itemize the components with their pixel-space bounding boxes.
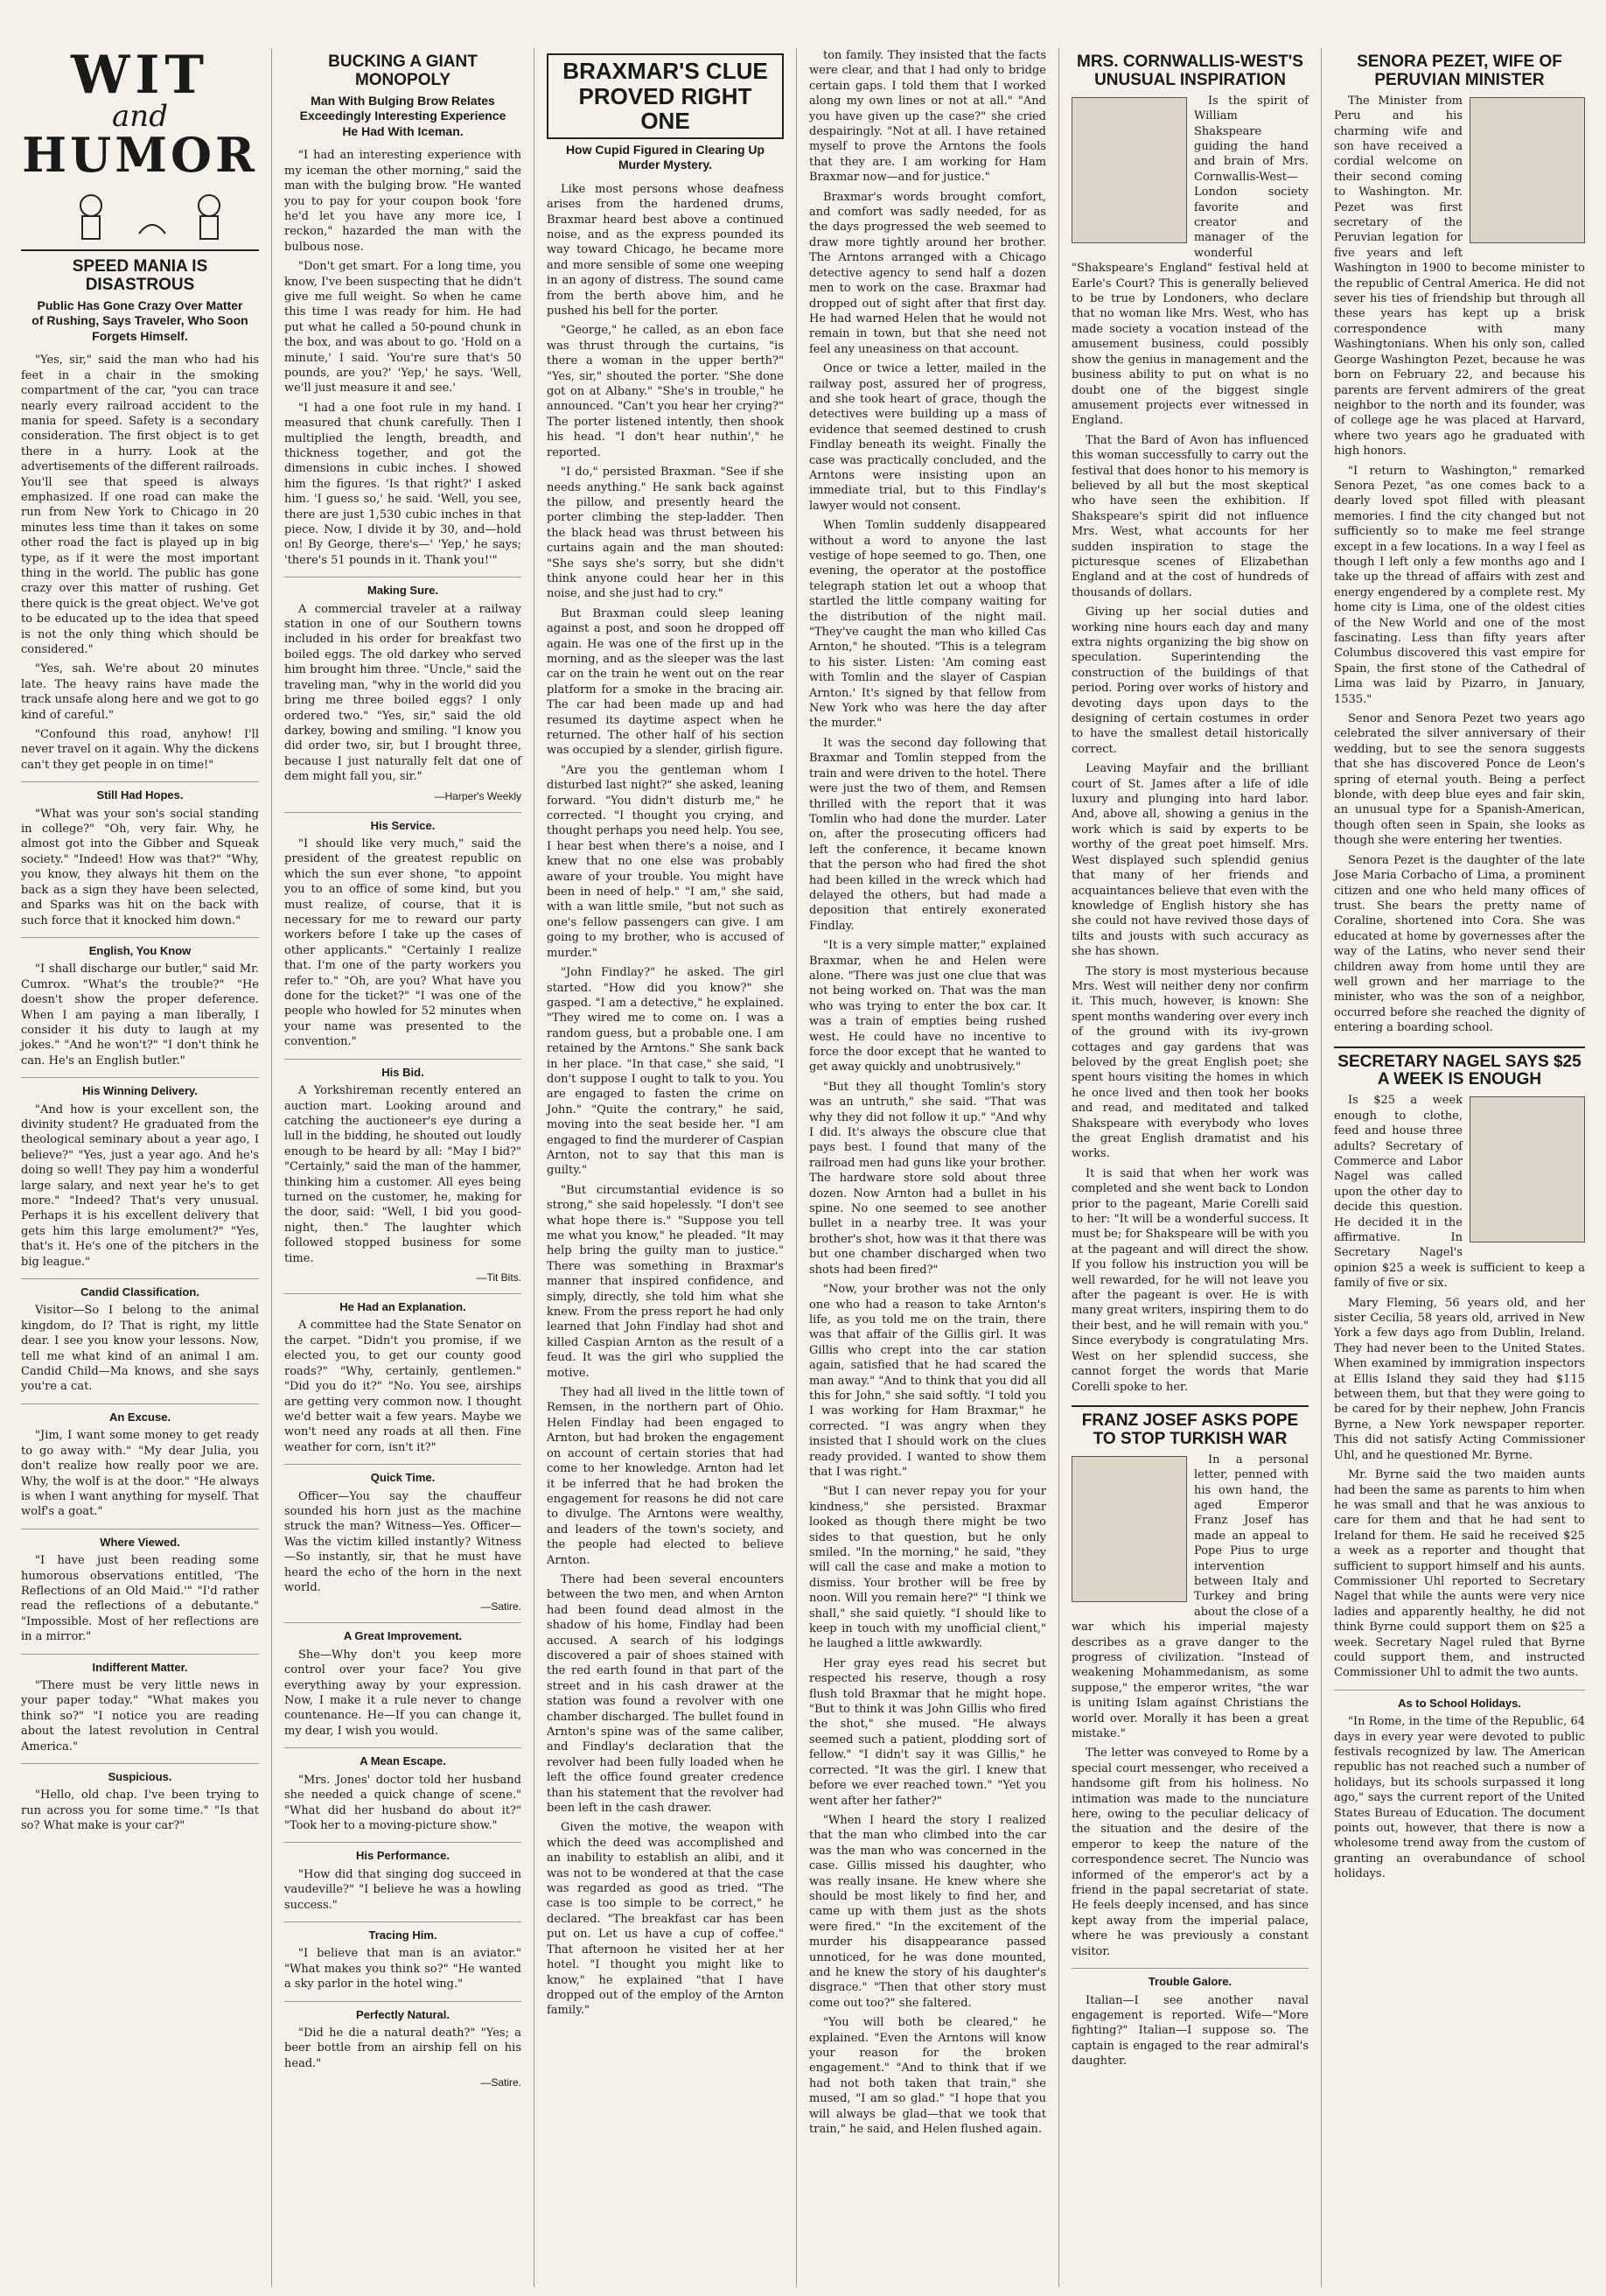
paragraph: "Hello, old chap. I've been trying to run across you for some time." "Is that so? What make is your car?" bbox=[21, 1788, 259, 1833]
paragraph: Giving up her social duties and working nine hours each day and many extra nights organizing the big show on speculation. Superintending the construction of the buildings of that period. Poring over works of history and devoting days upon days to the designing of certain costumes in order to have the smallest detail historically correct. bbox=[1072, 606, 1309, 756]
paragraph: "There must be very little news in your paper today." "What makes you think so?" "I notice you are reading about the latest revolution in Central America." bbox=[21, 1678, 259, 1754]
column-4 bbox=[796, 48, 1058, 2287]
paragraph: Once or twice a letter, mailed in the railway post, assured her of progress, and she took heart of grace, though the detectives were building up a mass of evidence that seemed destined to crush Findlay beneath its weight. Finally the case was practically concluded, and the Arntons were insisting upon an immediate trial, but to this Findlay's lawyer would not consent. bbox=[809, 362, 1046, 513]
column-1 bbox=[9, 48, 271, 2287]
subhead: Indifferent Matter. bbox=[21, 1654, 259, 1675]
paragraph: "I have just been reading some humorous observations entitled, 'The Reflections of an Old Maid.'" "I'd rather read the reflections of a debutante." "Impossible. Most of her reflections are in a mirror." bbox=[21, 1554, 259, 1644]
subhead: His Bid. bbox=[284, 1059, 521, 1080]
masthead-humor: HUMOR bbox=[22, 127, 258, 183]
paragraph: The Minister from Peru and his charming wife and son have received a cordial welcome on their second coming to Washington. Mr. Pezet was first secretary of the Peruvian legation for five years and left Washington in 1900 to become minister to the republic of Central America. He did not sever his ties of friendship but through all these years has kept up a brisk correspondence with many Washingtonians. When his only son, called George Washington Pezet, because he was born on February 22, and because his parents are fervent admirers of the great neighbor to the north and its founder, was of college age he was placed at Harvard, where two years ago he graduated with high honors. bbox=[1334, 94, 1585, 458]
senora-pezet-headline: SENORA PEZET, WIFE OF PERUVIAN MINISTER bbox=[1357, 52, 1562, 89]
paragraph: It is said that when her work was completed and she went back to London prior to the pageant, Marie Corelli said to her: "It will be a wonderful success. It must be; for Shakspeare will be with you at the pageant and will direct the show. If you follow his instruction you will be well rewarded, for he will not leave you after the pageant is over. He is with many great writers, inspiring them to do their best, and he will remain with you." Since everybody is congratulating Mrs. West on her splendid success, she cannot forget the words that Marie Corelli spoke to her. bbox=[1072, 1166, 1309, 1394]
paragraph: Senor and Senora Pezet two years ago celebrated the silver anniversary of their wedding, but to see the senora suggests that she has discovered Ponce de Leon's spring of eternal youth. Being a perfect blonde, with deep blue eyes and fair skin, an unusual type for a Spanish-American, though often seen in Spain, she looks as though she were entering her twenties. bbox=[1334, 712, 1585, 848]
subhead: Candid Classification. bbox=[21, 1278, 259, 1299]
subhead: Making Sure. bbox=[284, 577, 521, 598]
source-credit: —Tit Bits. bbox=[476, 1270, 521, 1284]
subhead: Where Viewed. bbox=[21, 1529, 259, 1550]
portrait-senora-pezet bbox=[1470, 97, 1585, 243]
franz-josef-headline: FRANZ JOSEF ASKS POPE TO STOP TURKISH WAR bbox=[1081, 1410, 1299, 1448]
paragraph: A commercial traveler at a railway station in one of our Southern towns included in his order for breakfast two boiled eggs. The old darkey who served him brought him three. "Uncle," said the traveling man, "why in the world did you bring me three boiled eggs? I only ordered two." "Yes, sir," said the old darkey, bowing and smiling. "I know you did order two, sir, but I brought three, because I just naturally felt dat one of dem might fall you, sir." bbox=[284, 602, 521, 784]
paragraph: "When I heard the story I realized that the man who climbed into the car was the man who was concerned in the case. Gillis missed his daughter, who was really insane. He knew where she should be most likely to find her, and came up with them just as the shots were fired." "In the excitement of the murder his disappearance passed unnoticed, for he was done mounted, and he knew the story of his daughter's disgrace." "Then that other story must come out too?" she faltered. bbox=[809, 1813, 1046, 2010]
paragraph: "George," he called, as an ebon face was thrust through the curtains, "is there a woman in the upper berth?" "Yes, sir," shouted the porter. "She done got on at Albany." "She's in trouble," he announced. "Can't you hear her crying?" The porter listened intently, then shook his head. "I don't hear nuthin'," he reported. bbox=[547, 324, 784, 459]
paragraph: A Yorkshireman recently entered an auction mart. Looking around and catching the auctioneer's eye during a lull in the bidding, he shouted out loudly enough to be heard by all: "May I bid?" "Certainly," said the man of the hammer, thinking him a customer. All eyes being turned on the customer, he, making for the door, said: "Well, I bid you good-night, then." The laughter which followed stopped business for some time. bbox=[284, 1084, 521, 1265]
subhead: Trouble Galore. bbox=[1072, 1968, 1309, 1989]
paragraph: "In Rome, in the time of the Republic, 64 days in every year were devoted to public festivals recognized by law. The American republic has not reached such a number of holidays, but its schools surpassed it long ago," says the current report of the United States Bureau of Education. The document points out, however, that there is now a wholesome trend away from the custom of granting an overabundance of school holidays. bbox=[1334, 1715, 1585, 1881]
paragraph: "Are you the gentleman whom I disturbed last night?" she asked, leaning forward. "You didn't disturb me," he corrected. "I thought you crying, and thought perhaps you need help. You see, I hear best when there's a noise, and I knew that no one else was probably aware of your trouble. You might have been in need of help." "I am," she said, with a wan little smile, "but not such as one's fellow passengers can give. I am going to my brother, who is accused of murder." bbox=[547, 763, 784, 960]
masthead-and: and bbox=[112, 99, 168, 134]
secretary-nagel-headline: SECRETARY NAGEL SAYS $25 A WEEK IS ENOUGH bbox=[1337, 1052, 1582, 1089]
iceman-deck: Man With Bulging Brow Relates Exceedingly Interesting Experience He Had With Iceman. bbox=[299, 93, 506, 138]
subhead: His Service. bbox=[284, 812, 521, 833]
paragraph: "What was your son's social standing in college?" "Oh, very fair. Why, he almost got into the Gibber and Squeak society." "Indeed! How was that?" "Why, you know, they always hit them on the back as a sign they have been selected, and Sparks was hit on the back with such force that it knocked him down." bbox=[21, 807, 259, 928]
paragraph: "You will both be cleared," he explained. "Even the Arntons will know your reason for the broken engagement." "And to think that if we had not both taken that train," she mused, "I am so glad." "I hope that you will always be glad—that we took that train," he said, and Helen flushed again. bbox=[809, 2016, 1046, 2137]
portrait-franz-josef bbox=[1072, 1456, 1187, 1602]
speed-mania-headline: SPEED MANIA IS DISASTROUS bbox=[72, 257, 208, 294]
paragraph: She—Why don't you keep more control over your face? You give everything away by your expression. Now, I make it a rule never to change countenance. He—If you can change it, my dear, I wish you would. bbox=[284, 1648, 521, 1738]
paragraph: Visitor—So I belong to the animal kingdom, do I? That is right, my little dear. I see you know your lessons. Now, tell me what kind of an animal I am. Candid Child—Ma knows, and she says you're a cat. bbox=[21, 1304, 259, 1394]
paragraph: Is $25 a week enough to clothe, feed and house three adults? Secretary of Commerce and Labor Nagel was called upon the other day to decide this question. He decided it in the affirmative. In Secretary Nagel's opinion $25 a week is sufficient to keep a family of five or six. bbox=[1334, 1094, 1585, 1291]
subhead: Suspicious. bbox=[21, 1763, 259, 1784]
paragraph: ton family. They insisted that the facts were clear, and that I had only to bridge certain gaps. I told them that I worked along my own lines or not at all." "And you have given up the case?" she cried despairingly. "Not at all. I have retained myself to prove the Arntons the fools that they are. I am working for Ham Braxmar now—and for justice." bbox=[809, 49, 1046, 185]
paragraph: "Yes, sir," said the man who had his feet in a chair in the smoking compartment of the car, "you can trace nearly every railroad accident to the mania for speed. Safety is a secondary consideration. The first object is to get there in a hurry. Look at the advertisements of the different railroads. You'll see that speed is always emphasized. If one road can make the run from New York to Chicago in 20 minutes less time than it takes on some other road the fact is played up in big type, as if it were the most important thing in the world. The public has gone crazy over this matter of rushing. Get there quick is the great object. We've got to be educated up to the idea that speed is not the only thing which should be considered." bbox=[21, 354, 259, 656]
subhead: Quick Time. bbox=[284, 1464, 521, 1485]
paragraph: "I return to Washington," remarked Senora Pezet, "as one comes back to a dearly loved spot filled with pleasant memories. I find the city changed but not sufficiently so to make me feel strange except in a few locations. In a way I feel as though I left only a few months ago and I take up the thread of affairs with zest and energy engendered by a complete rest. My home city is Lima, one of the oldest cities of the New World and one of the most fascinating. Less than fifty years after Columbus discovered this vast empire for Spain, the first stone of the Cathedral of Lima was laid by Pizarro, in January, 1535." bbox=[1334, 464, 1585, 706]
subhead: His Performance. bbox=[284, 1842, 521, 1863]
paragraph: "I had a one foot rule in my hand. I measured that chunk carefully. Then I multiplied the length, breadth, and thickness together, and got the dimensions in cubic inches. I showed him the figures. 'Is that right?' I asked him. 'I guess so,' he said. 'Well, you see, there are just 1,530 cubic inches in that piece. Now, I divide it by 30, and—hold on! By George, there's—' 'Yep,' he says; 'there's 51 pounds in it. Thank you!'" bbox=[284, 401, 521, 567]
paragraph: That the Bard of Avon has influenced this woman successfully to carry out the festival that does honor to his memory is believed by all but the most skeptical who have seen the exhibition. If Shakspeare's spirit did not influence Mrs. West, what accounts for her sudden inspiration to stage the picturesque scenes of Elizabethan England and at the cost of hundreds of thousands of dollars. bbox=[1072, 433, 1309, 599]
paragraph: "John Findlay?" he asked. The girl started. "How did you know?" she gasped. "I am a detective," he explained. "They wired me to come on. I was a random guess, but a probable one. I am retained by the Arntons." She sank back in her place. "In that case," she said, "I don't suppose I ought to talk to you. You are engaged to fasten the crime on John." "Quite the contrary," he said, moving into the seat beside her. "I am engaged to find the murderer of Caspian Arnton, not to say that this man is guilty." bbox=[547, 966, 784, 1178]
paragraph: "Confound this road, anyhow! I'll never travel on it again. Why the dickens can't they get people in on time!" bbox=[21, 728, 259, 772]
subhead: A Great Improvement. bbox=[284, 1622, 521, 1643]
subhead: Perfectly Natural. bbox=[284, 2001, 521, 2022]
paragraph: Braxmar's words brought comfort, and comfort was sadly needed, for as the days progressed the web seemed to draw more tightly around her brother. The Arntons arranged with a Chicago detective agency to send half a dozen men to work on the case. Braxmar had dropped out of sight after that first day. He had warned Helen that he would not remain in town, but that she need not feel any uneasiness on that account. bbox=[809, 190, 1046, 356]
column-6 bbox=[1321, 48, 1597, 2287]
paragraph: "I believe that man is an aviator." "What makes you think so?" "He wanted a sky parlor in the hotel wing." bbox=[284, 1947, 521, 1992]
section-divider bbox=[1334, 1046, 1585, 1048]
paragraph: In a personal letter, penned with his own hand, the aged Emperor Franz Josef has made an appeal to Pope Pius to urge intervention between Italy and Turkey and bring about the close of a war which his imperial majesty describes as a grave danger to the progress of civilization. "Instead of weakening Mohammedanism, as some suppose," the emperor writes, "the war is uniting Islam against Christians the world over. Morally it has been a great mistake." bbox=[1072, 1452, 1309, 1740]
paragraph: "I shall discharge our butler," said Mr. Cumrox. "What's the trouble?" "He doesn't show the proper deference. When I am paying a man liberally, I consider it his duty to laugh at my jokes." "And he won't?" "I don't think he can. He's an English butler." bbox=[21, 962, 259, 1068]
iceman-headline: BUCKING A GIANT MONOPOLY bbox=[328, 52, 478, 89]
paragraph: There had been several encounters between the two men, and when Arnton had been found dead almost in the shadow of his home, Findlay had been accused. A search of his lodgings discovered a pair of shoes stained with the red earth found in that part of the street and in his cash drawer at the station was found a revolver with one chamber discharged. The bullet found in Arnton's spine was of the same caliber, and Findlay's declaration that the revolver had been fully loaded when he left the office found greater credence than his statement that the revolver had been left in the cash drawer. bbox=[547, 1572, 784, 1816]
paragraph: The letter was conveyed to Rome by a special court messenger, who received a handsome gift from his holiness. No intimation was made to the nunciature here, owing to the peculiar delicacy of the situation and the desire of the emperor to keep the nature of the correspondence secret. The Nuncio was informed of the emperor's act by a friend in the papal secretariat of state. He feels deeply incensed, and has since kept away from the imperial palace, where he was previously a constant visitor. bbox=[1072, 1746, 1309, 1958]
paragraph: "Don't get smart. For a long time, you know, I've been suspecting that he didn't give me full weight. So when he came this time I was ready for him. He had put what he called a 50-pound chunk in the box, and was about to go. 'Hold on a minute,' I said. 'You're sure that's 50 pounds, are you?' 'Yep,' he says. 'Well, we'll just measure it and see.' bbox=[284, 260, 521, 396]
paragraph: Mr. Byrne said the two maiden aunts had been the same as parents to him when he was small and that he was anxious to care for them and that he had sent to Ireland for them. He said he received $25 a week as a reporter and thought that sufficient to support himself and his aunts. Commissioner Uhl reported to Secretary Nagel that while the aunts were very nice ladies and apparently healthy, he did not think Byrne could support them on $25 a week. Secretary Nagel ruled that Byrne could support them, and instructed Commissioner Uhl to admit the two aunts. bbox=[1334, 1468, 1585, 1680]
paragraph: "And how is your excellent son, the divinity student? He graduated from the theological seminary about a year ago, I believe?" "Yes, just a year ago. And he's doing so well! They pay him a wonderful large salary, and next year he's to get more." "Indeed? That's very unusual. Perhaps it is his excellent delivery that gets him this large emolument?" "Yes, that's it. He's one of the pitchers in the big league." bbox=[21, 1102, 259, 1269]
paragraph: "Jim, I want some money to get ready to go away with." "My dear Julia, you don't realize how really poor we are. Why, the wolf is at the door." "He always is when I want anything for myself. That wolf's a goat." bbox=[21, 1429, 259, 1519]
paragraph: Officer—You say the chauffeur sounded his horn just as the machine struck the man? Witness—Yes. Officer—Was the victim killed instantly? Witness—So instantly, sir, that he must have heard the echo of the horn in the next world. bbox=[284, 1489, 521, 1594]
column-3 bbox=[534, 48, 796, 2287]
subhead: Tracing Him. bbox=[284, 1922, 521, 1942]
subhead: His Winning Delivery. bbox=[21, 1077, 259, 1098]
braxmar-deck: How Cupid Figured in Clearing Up Murder Mystery. bbox=[565, 142, 765, 172]
paragraph: "Did he die a natural death?" "Yes; a beer bottle from an airship fell on his head." bbox=[284, 2026, 521, 2070]
paragraph: "Yes, sah. We're about 20 minutes late. The heavy rains have made the track unsafe along here and we got to go kind of careful." bbox=[21, 662, 259, 722]
paragraph: When Tomlin suddenly disappeared without a word to anyone the last vestige of hope seemed to go. Then, one evening, the operator at the postoffice telegraph station let out a whoop that startled the little company waiting for the distribution of the night mail. "They've caught the man who killed Cas Arnton," he shouted. "This is a telegram to his sister. Listen: 'Am coming east with Tomlin and the slayer of Caspian Arnton.' It's signed by that fellow from New York who was here the day after the murder." bbox=[809, 519, 1046, 731]
paragraph: "I should like very much," said the president of the greatest republic on which the sun ever shone, "to appoint you to an office of some kind, but you must realize, of course, that it is necessary for me to reward our party workers before I take up the cases of other applicants." "Certainly I realize that. I'm one of the party workers you refer to." "Oh, are you? What have you done for the ticket?" "I was one of the people who howled for 52 minutes when your name was presented to the convention." bbox=[284, 837, 521, 1049]
paragraph: "Mrs. Jones' doctor told her husband she needed a quick change of scene." "What did her husband do about it?" "Took her to a moving-picture show." bbox=[284, 1773, 521, 1832]
portrait-mrs-cornwallis-west bbox=[1072, 97, 1187, 243]
paragraph: Given the motive, the weapon with which the deed was accomplished and an inability to establish an alibi, and it was not to be wondered at that the case was regarded as good as tried. "The case is too simple to be correct," he declared. "The breakfast car has been put on. Let us have a cup of coffee." That afternoon he visited her at her hotel. "I thought you might like to know," he explained "that I have dropped out of the employ of the Arnton family." bbox=[547, 1821, 784, 2018]
column-5 bbox=[1058, 48, 1321, 2287]
paragraph: Italian—I see another naval engagement is reported. Wife—"More fighting?" Italian—I suppose so. The captain is engaged to the rear admiral's daughter. bbox=[1072, 1993, 1309, 2068]
paragraph: "Now, your brother was not the only one who had a reason to take Arnton's life, as you told me on the train, there was that affair of the Gillis girl. It was Gillis who crept into the car station again, satisfied that he had scared the man away." "And to think that you did all this for John," she said softly. "I told you I was working for Ham Braxmar," he corrected. "I was angry when they insisted that I should work on the clues ready provided. I wanted to show them that I was right." bbox=[809, 1283, 1046, 1479]
portrait-secretary-nagel bbox=[1470, 1096, 1585, 1242]
source-credit: —Satire. bbox=[480, 2076, 521, 2090]
subhead: English, You Know bbox=[21, 937, 259, 958]
paragraph: But Braxman could sleep leaning against a post, and soon he dropped off again. He was one of the first up in the morning, and as the sleeper was the last car on the train he went out on the rear platform for a smoke in the bracing air. The car had been made up and had resumed its daytime aspect when he returned. The other half of his section was occupied by a slender, girlish figure. bbox=[547, 606, 784, 758]
paragraph: Is the spirit of William Shakspeare guiding the hand and brain of Mrs. Cornwallis-West—London society favorite and creator and manager of the wonderful "Shakspeare's England" festival held at Earle's Court? This is generally believed to be true by Londoners, who declare that no woman like Mrs. West, who has made society a vocation instead of the amusement business, could possibly show the genius in management and the business ability to put on what is no doubt one of the biggest single amusement projects ever witnessed in England. bbox=[1072, 94, 1309, 428]
paragraph: Leaving Mayfair and the brilliant court of St. James after a life of idle luxury and plunging into hard labor. And, above all, showing a genius in the work which is said by experts to be worthy of the great poet himself. Mrs. West displayed such splendid genius that many of her friends and acquaintances believe that even with the knowledge of English history she has she could not have revived those days of tilts and jousts with such accuracy as she has shown. bbox=[1072, 762, 1309, 959]
paragraph: "I do," persisted Braxman. "See if she needs anything." He sank back against the pillow, and presently heard the porter climbing the step-ladder. Then the black head was thrust between his curtains again and the man shouted: "She says she's sorry, but she didn't think anyone could hear her in this noise, and she just had to cry." bbox=[547, 466, 784, 601]
subhead: As to School Holidays. bbox=[1334, 1690, 1585, 1711]
wit-and-humor-masthead bbox=[21, 48, 259, 251]
paragraph: They had all lived in the little town of Remsen, in the northern part of Ohio. Helen Findlay had been engaged to Arnton, but had broken the engagement on account of certain stories that had come to her knowledge. Arnton had let it be inferred that he had broken the engagement for reasons he did not care to divulge. The Arntons were wealthy, and leaders of the town's society, and the people had elected to believe Arnton. bbox=[547, 1386, 784, 1567]
paragraph: Like most persons whose deafness arises from the hardened drums, Braxmar heard best above a continued noise, and as the express pounded its way toward Chicago, he became more and more sensible of some one weeping in an agony of distress. The sound came from the berth above him, and he pushed his bell for the porter. bbox=[547, 182, 784, 318]
paragraph: "But they all thought Tomlin's story was an untruth," she said. "That was why they did not follow it up." "And why I did. It's always the obscure clue that pays best. I found that many of the railroad men had guns like your brother. The hardware store sold about three dozen. Now Arnton had a bullet in his spine. No one seemed to see another bullet in a nearby tree. It was your brother's shot, how was it that there was but one chamber discharged when two shots had been fired?" bbox=[809, 1080, 1046, 1277]
masthead-cartoon-illustration bbox=[56, 190, 248, 242]
subhead: A Mean Escape. bbox=[284, 1747, 521, 1768]
paragraph: It was the second day following that Braxmar and Tomlin stepped from the train and were driven to the hotel. There were just the two of them, and Remsen thrilled with the report that it was Tomlin who had done the murder. Later on, after the prosecuting officers had left the conference, it became known that the person who had fired the shot had been killed in the wreck which had delayed the others, but had made a deposition that entirely exonerated Findlay. bbox=[809, 736, 1046, 933]
subhead: An Excuse. bbox=[21, 1404, 259, 1424]
source-credit: —Satire. bbox=[480, 1600, 521, 1614]
column-2 bbox=[271, 48, 534, 2287]
masthead-wit: WIT bbox=[70, 48, 210, 106]
subhead: He Had an Explanation. bbox=[284, 1293, 521, 1314]
subhead: Still Had Hopes. bbox=[21, 781, 259, 802]
paragraph: "How did that singing dog succeed in vaudeville?" "I believe he was a howling success." bbox=[284, 1867, 521, 1912]
paragraph: "But I can never repay you for your kindness," she persisted. Braxmar looked as though there might be two sides to that question, but he only smiled. "In the morning," he said, "they will call the case and make a motion to dismiss. Your brother will be free by noon. Will you remain here?" "I think we shall," she said quietly. "I should like to keep in touch with my unofficial client," he laughed a little awkwardly. bbox=[809, 1485, 1046, 1651]
paragraph: The story is most mysterious because Mrs. West will neither deny nor confirm it. This much, however, is known: She spent months wandering over every inch of the ground with its ivy-grown cottages and gay gardens that was beloved by the great English poet; she spent hours visiting the homes in which he once lived and then took her books and read, and meditated and talked Shakspeare with everybody who loves the great English dramatist and his works. bbox=[1072, 964, 1309, 1161]
source-credit: —Harper's Weekly bbox=[434, 789, 521, 802]
paragraph: Her gray eyes read his secret but respected his reserve, though a rosy flush told Braxmar that he might hope. "But to think it was John Gillis who fired the shot," she mused. "He always seemed such a patient, plodding sort of fellow." "I didn't say it was Gillis," he corrected. "It was the girl. I knew that before we ever reached town." "Yet you went after her father?" bbox=[809, 1656, 1046, 1808]
braxmar-headline: BRAXMAR'S CLUE PROVED RIGHT ONE bbox=[547, 53, 784, 139]
paragraph: "But circumstantial evidence is so strong," she said hopelessly. "I don't see what hope there is." "Suppose you tell me what you know," he pleaded. "It may help bring the guilty man to justice." There was something in Braxmar's manner that inspired confidence, and simply, directly, she told him what she knew. From the press report he had only learned that John Findlay had shot and killed Caspian Arnton as the result of a feud. It was the girl who supplied the motive. bbox=[547, 1183, 784, 1380]
paragraph: Mary Fleming, 56 years old, and her sister Cecilia, 58 years old, arrived in New York a few days ago from Dublin, Ireland. They had never been to the United States. When examined by immigration inspectors at Ellis Island they said they had $115 between them, but that they were going to be cared for by their nephew, John Francis Byrne, a New York newspaper reporter. This did not satisfy Acting Commissioner Uhl, and he questioned Mr. Byrne. bbox=[1334, 1296, 1585, 1462]
section-divider bbox=[1072, 1405, 1309, 1407]
paragraph: "It is a very simple matter," explained Braxmar, when he and Helen were alone. "There was just one clue that was not being worked on. That was the man who was trying to enter the box car. It was a train of empties being rushed west. He could have no incentive to force the door except that he wanted to get away quickly and unobtrusively." bbox=[809, 939, 1046, 1074]
cornwallis-west-headline: MRS. CORNWALLIS-WEST'S UNUSUAL INSPIRATION bbox=[1077, 52, 1303, 89]
paragraph: A committee had the State Senator on the carpet. "Didn't you promise, if we elected you, to get our county good roads?" "Why, certainly, gentlemen." "Did you do it?" "No. You see, airships are getting very common now. I thought we'd better wait a few years. Maybe we won't need any roads at all then. Fine weather for corn, isn't it?" bbox=[284, 1319, 521, 1454]
paragraph: "I had an interesting experience with my iceman the other morning," said the man with the bulging brow. "He wanted you to pay for your coupon book 'fore he'd let you have any more ice, I reckon," hazarded the man with the bulbous nose. bbox=[284, 149, 521, 254]
paragraph: Senora Pezet is the daughter of the late Jose Maria Corbacho of Lima, a prominent citizen and one who held many offices of trust. She bears the pretty name of Coraline, shortened into Cora. She was educated at home by governesses after the way of the Latins, who never send their children away from home until they are well grown and her marriage to the minister, who was the son of a neighbor, occurred before she reached the dignity of entering a boarding school. bbox=[1334, 853, 1585, 1035]
speed-mania-deck: Public Has Gone Crazy Over Matter of Rushing, Says Traveler, Who Soon Forgets Himself. bbox=[31, 298, 248, 343]
